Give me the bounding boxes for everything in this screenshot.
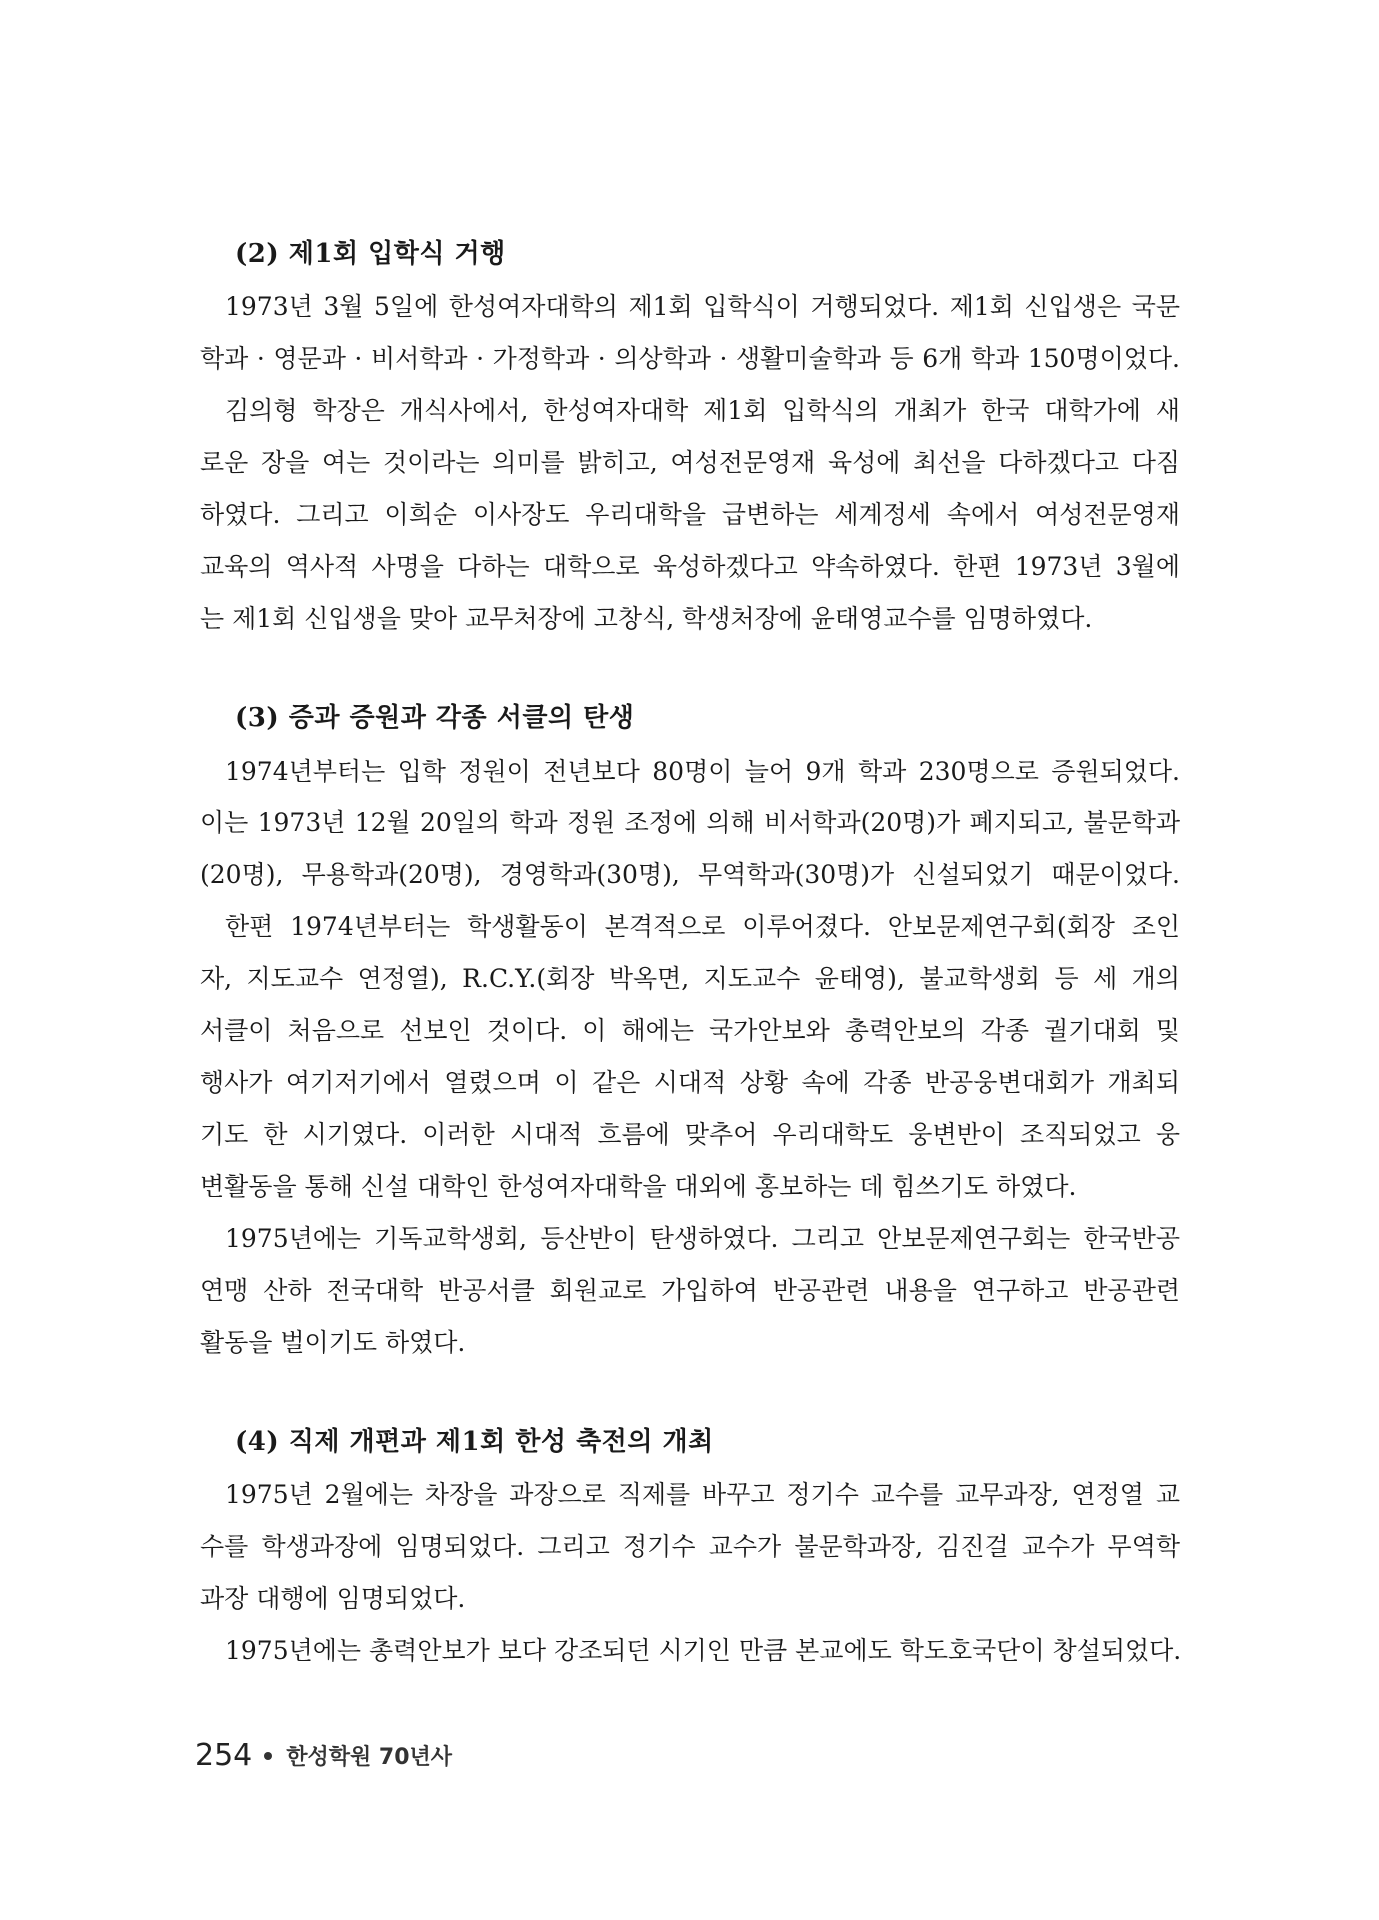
paragraph-line: 이는 1973년 12월 20일의 학과 정원 조정에 의해 비서학과(20명)가 폐지되고, 불문학과 [200,808,1180,837]
paragraph-line: 1974년부터는 입학 정원이 전년보다 80명이 늘어 9개 학과 230명으로 증원되었다. [225,757,1180,786]
paragraph-line: 교육의 역사적 사명을 다하는 대학으로 육성하겠다고 약속하였다. 한편 1973년 3월에 [200,552,1180,581]
paragraph-line: 수를 학생과장에 임명되었다. 그리고 정기수 교수가 불문학과장, 김진걸 교수가 무역학 [200,1532,1180,1561]
paragraph-line: 행사가 여기저기에서 열렸으며 이 같은 시대적 상황 속에 각종 반공웅변대회가 개최되 [200,1068,1180,1097]
section-heading-3: (3) 증과 증원과 각종 서클의 탄생 [235,703,635,733]
paragraph-line: 하였다. 그리고 이희순 이사장도 우리대학을 급변하는 세계정세 속에서 여성전문영재 [200,500,1180,529]
paragraph-line: 김의형 학장은 개식사에서, 한성여자대학 제1회 입학식의 개최가 한국 대학가에 새 [225,396,1180,425]
paragraph-line: 한편 1974년부터는 학생활동이 본격적으로 이루어졌다. 안보문제연구회(회장 조인 [225,912,1180,941]
section-heading-4: (4) 직제 개편과 제1회 한성 축전의 개최 [235,1427,714,1457]
paragraph-line: 서클이 처음으로 선보인 것이다. 이 해에는 국가안보와 총력안보의 각종 궐기대회 및 [200,1016,1180,1045]
paragraph-line: 1973년 3월 5일에 한성여자대학의 제1회 입학식이 거행되었다. 제1회 신입생은 국문 [225,292,1180,321]
paragraph-line: 학과 · 영문과 · 비서학과 · 가정학과 · 의상학과 · 생활미술학과 등 6개 학과 150명이었다. [200,344,1180,373]
paragraph-line: 1975년에는 총력안보가 보다 강조되던 시기인 만큼 본교에도 학도호국단이 창설되었다. [225,1636,1182,1665]
paragraph-line: 는 제1회 신입생을 맞아 교무처장에 고창식, 학생처장에 윤태영교수를 임명하였다. [200,604,1093,633]
paragraph-line: 자, 지도교수 연정열), R.C.Y.(회장 박옥면, 지도교수 윤태영), 불교학생회 등 세 개의 [200,964,1180,993]
page-number: 254 [195,1738,253,1773]
paragraph-line: 1975년 2월에는 차장을 과장으로 직제를 바꾸고 정기수 교수를 교무과장, 연정열 교 [225,1480,1180,1509]
paragraph-line: 기도 한 시기였다. 이러한 시대적 흐름에 맞추어 우리대학도 웅변반이 조직되었고 웅 [200,1120,1180,1149]
paragraph-line: 활동을 벌이기도 하였다. [200,1328,466,1357]
paragraph-line: 변활동을 통해 신설 대학인 한성여자대학을 대외에 홍보하는 데 힘쓰기도 하였다. [200,1172,1077,1201]
paragraph-line: 로운 장을 여는 것이라는 의미를 밝히고, 여성전문영재 육성에 최선을 다하겠다고 다짐 [200,448,1180,477]
bullet-dot-icon [264,1752,272,1760]
paragraph-line: 1975년에는 기독교학생회, 등산반이 탄생하였다. 그리고 안보문제연구회는 한국반공 [225,1224,1180,1253]
paragraph-line: (20명), 무용학과(20명), 경영학과(30명), 무역학과(30명)가 신설되었기 때문이었다. [200,860,1180,889]
section-heading-2: (2) 제1회 입학식 거행 [235,239,506,269]
book-title: 한성학원 70년사 [286,1745,453,1770]
paragraph-line: 연맹 산하 전국대학 반공서클 회원교로 가입하여 반공관련 내용을 연구하고 반공관련 [200,1276,1180,1305]
paragraph-line: 과장 대행에 임명되었다. [200,1584,466,1613]
page-footer [195,1738,452,1773]
